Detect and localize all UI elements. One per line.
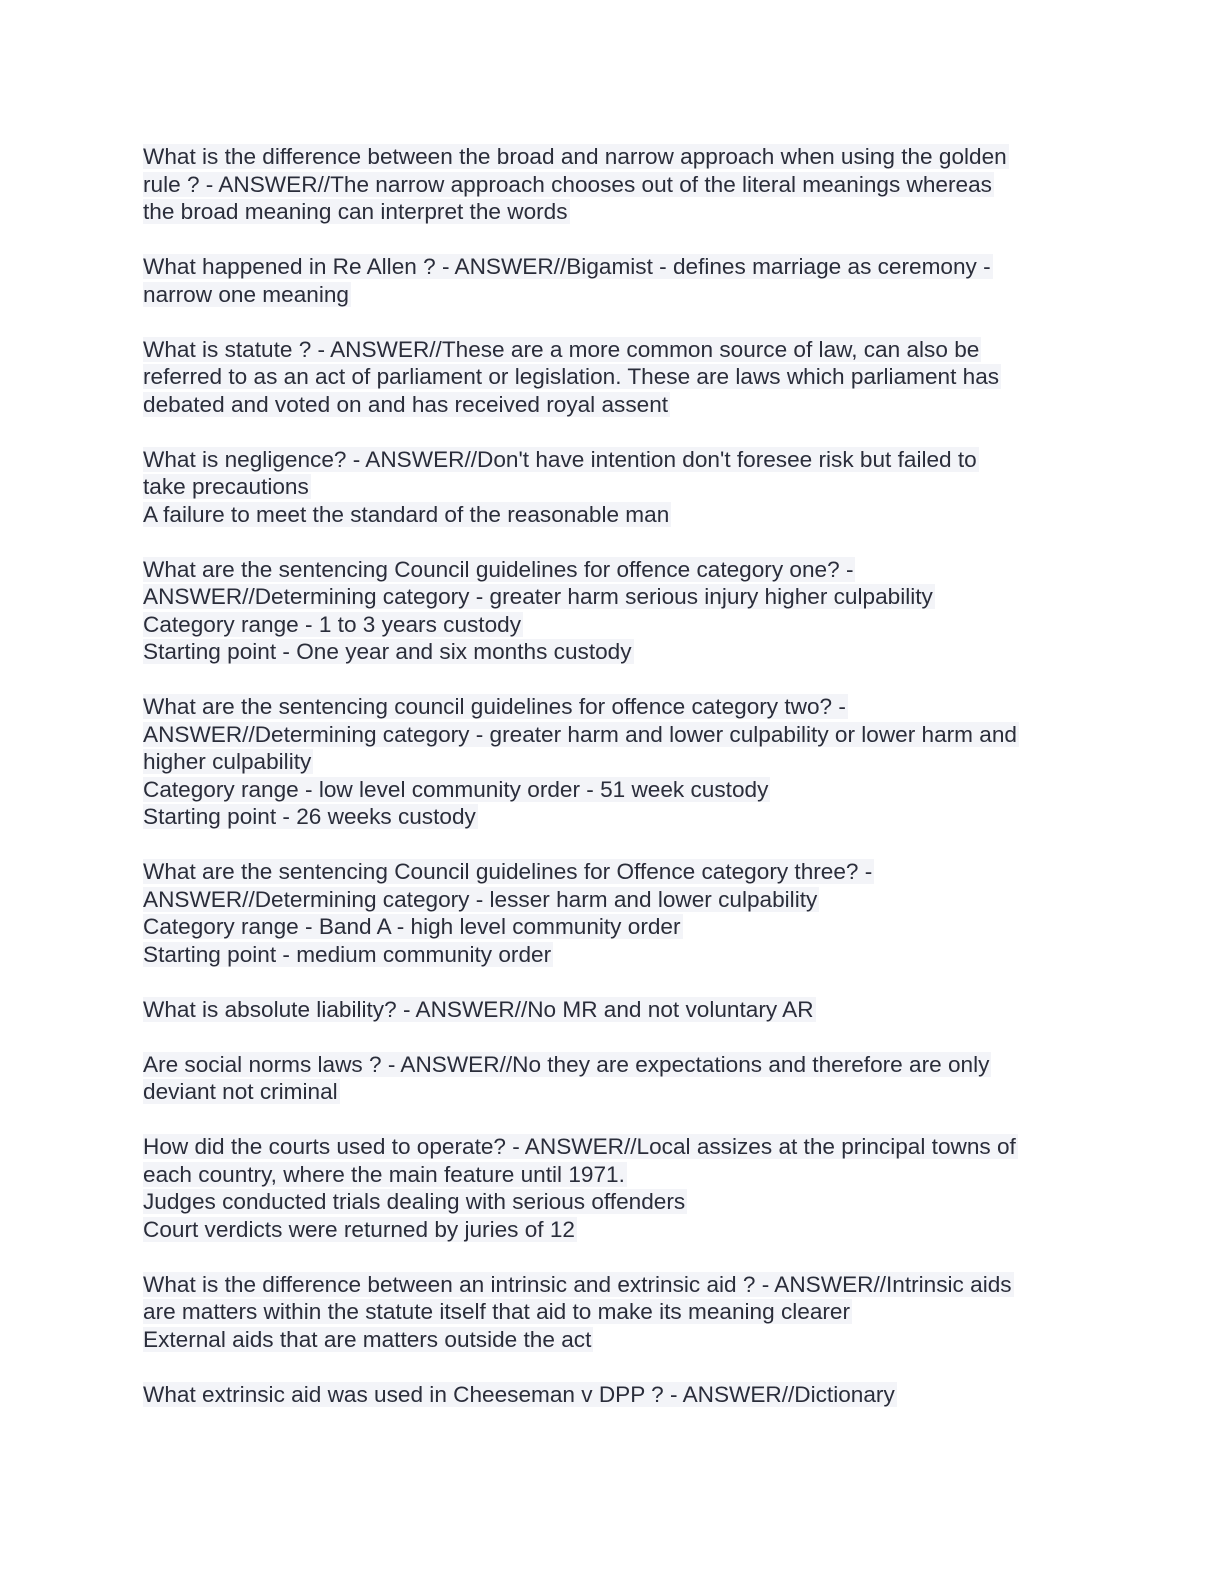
text-line: What is statute ? - ANSWER//These are a more common source of law, can also be: [143, 336, 980, 362]
qa-entry: [143, 996, 1083, 1024]
text-line: rule ? - ANSWER//The narrow approach chooses out of the literal meanings whereas: [143, 171, 992, 197]
text-line: What is the difference between the broad and narrow approach when using the golden: [143, 144, 1007, 169]
qa-entry: [143, 1381, 1083, 1409]
text-line: What is the difference between an intrinsic and extrinsic aid ? - ANSWER//Intrinsic aids: [143, 1271, 1012, 1297]
qa-entry: [143, 1133, 1083, 1243]
text-line: What is negligence? - ANSWER//Don't have intention don't foresee risk but failed to: [143, 446, 977, 472]
qa-entry: [143, 556, 1083, 666]
text-line: What extrinsic aid was used in Cheeseman v DPP ? - ANSWER//Dictionary: [143, 1381, 895, 1407]
document-page: [143, 143, 1083, 1436]
qa-entry: [143, 1271, 1083, 1354]
text-line: How did the courts used to operate? - ANSWER//Local assizes at the principal towns of: [143, 1134, 1016, 1159]
text-line: Are social norms laws ? - ANSWER//No they are expectations and therefore are only: [143, 1051, 990, 1077]
text-line: External aids that are matters outside the act: [143, 1326, 592, 1352]
qa-entry: [143, 446, 1083, 529]
text-line: the broad meaning can interpret the words: [143, 199, 568, 224]
text-line: higher culpability: [143, 749, 312, 774]
text-line: ANSWER//Determining category - lesser harm and lower culpability: [143, 886, 818, 912]
text-line: narrow one meaning: [143, 281, 349, 307]
text-line: each country, where the main feature until 1971.: [143, 1161, 625, 1187]
text-line: What is absolute liability? - ANSWER//No MR and not voluntary AR: [143, 996, 814, 1022]
qa-entry: [143, 253, 1083, 308]
text-line: ANSWER//Determining category - greater harm and lower culpability or lower harm and: [143, 721, 1017, 747]
text-line: Category range - Band A - high level community order: [143, 914, 681, 939]
text-line: are matters within the statute itself that aid to make its meaning clearer: [143, 1299, 851, 1324]
text-line: Starting point - One year and six months custody: [143, 639, 632, 664]
qa-entry: [143, 336, 1083, 419]
text-line: What are the sentencing Council guidelines for Offence category three? -: [143, 859, 873, 884]
qa-entry: [143, 1051, 1083, 1106]
text-line: Category range - 1 to 3 years custody: [143, 611, 522, 637]
text-line: Judges conducted trials dealing with serious offenders: [143, 1189, 686, 1214]
text-line: A failure to meet the standard of the reasonable man: [143, 501, 670, 527]
text-line: What are the sentencing council guidelines for offence category two? -: [143, 694, 846, 719]
qa-entry: [143, 858, 1083, 968]
qa-entry: [143, 693, 1083, 831]
qa-entry: [143, 143, 1083, 226]
text-line: ANSWER//Determining category - greater harm serious injury higher culpability: [143, 584, 933, 609]
text-line: Category range - low level community order - 51 week custody: [143, 776, 769, 802]
text-line: Court verdicts were returned by juries of 12: [143, 1216, 575, 1242]
text-line: What happened in Re Allen ? - ANSWER//Bigamist - defines marriage as ceremony -: [143, 254, 991, 279]
text-line: Starting point - 26 weeks custody: [143, 804, 476, 829]
text-line: take precautions: [143, 474, 309, 499]
text-line: What are the sentencing Council guidelines for offence category one? -: [143, 556, 854, 582]
text-line: Starting point - medium community order: [143, 941, 552, 967]
text-line: debated and voted on and has received royal assent: [143, 391, 669, 417]
text-line: referred to as an act of parliament or legislation. These are laws which parliament has: [143, 364, 1000, 389]
text-line: deviant not criminal: [143, 1079, 338, 1104]
